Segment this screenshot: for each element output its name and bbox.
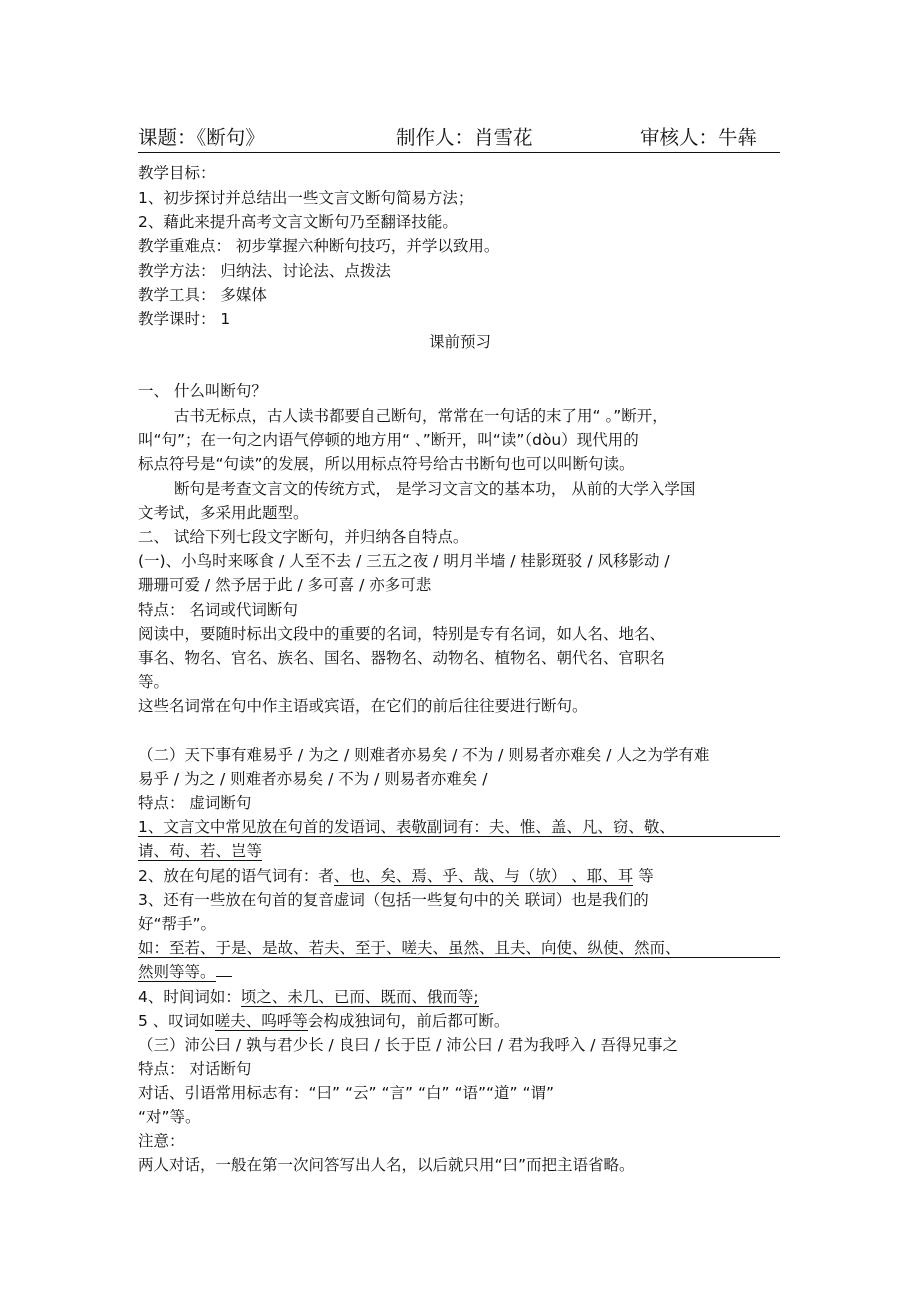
question-1: 一、 什么叫断句？	[138, 382, 267, 400]
goal-2: 2、藉此来提升高考文言文断句乃至翻译技能。	[138, 213, 458, 231]
teaching-method: 教学方法： 归纳法、讨论法、点拨法	[138, 262, 391, 280]
question-2: 二、 试给下列七段文字断句，并归纳各自特点。	[138, 528, 469, 546]
function-word-1-intro: 1、文言文中常见放在句首的发语词、表敬副词有：夫、	[138, 818, 520, 836]
function-word-3-examples-cont	[138, 962, 232, 982]
function-word-3-cont: 好“帮手”。	[138, 915, 217, 933]
compound-word-list-cont: 然则等等。	[138, 963, 216, 981]
function-word-1-list-cont: 请、苟、若、岂等	[138, 842, 263, 860]
interjections	[138, 1011, 509, 1031]
function-word-2-intro: 2、放在句尾的语气词有：者	[138, 867, 334, 885]
reading-note-line: 事名、物名、官名、族名、国名、器物名、动物名、植物名、朝代名、官职名	[138, 649, 666, 667]
sample-3-line: （三）沛公曰 / 孰与君少长 / 良曰 / 长于臣 / 沛公曰 / 君为我呼入 / 吾得兄事之	[138, 1036, 678, 1054]
time-words	[138, 987, 479, 1007]
preview-title: 课前预习	[428, 333, 491, 351]
interjections-note: 会构成独词句，前后都可断。	[307, 1012, 510, 1030]
key-points: 教学重难点： 初步掌握六种断句技巧，并学以致用。	[138, 237, 500, 255]
paragraph-line: 断句是考查文言文的传统方式， 是学习文言文的基本功， 从前的大学入学国	[174, 480, 696, 498]
goal-1: 1、初步探讨并总结出一些文言文断句简易方法；	[138, 189, 474, 207]
underline-rule	[138, 957, 780, 958]
underline-rule	[138, 836, 780, 837]
sample-1-line: (一)、小鸟时来啄食 / 人至不去 / 三五之夜 / 明月半墙 / 桂影斑驳 / 风移影动 /	[138, 552, 670, 570]
note-text: 两人对话，一般在第一次问答写出人名，以后就只用“曰”而把主语省略。	[138, 1156, 635, 1174]
paragraph-line: 叫“句”；在一句之内语气停顿的地方用“ 、”断开，叫“读”（dòu）现代用的	[138, 431, 639, 449]
function-word-1-list: 惟、盖、凡、窃、敬、	[519, 818, 675, 836]
paragraph-line: 古书无标点，古人读书都要自己断句，常常在一句话的末了用“ 。”断开，	[174, 407, 668, 425]
title-row	[138, 124, 780, 153]
sample-2-line: （二）天下事有难易乎 / 为之 / 则难者亦易矣 / 不为 / 则易者亦难矣 / 人之为学有难	[138, 746, 710, 764]
function-word-3-examples	[138, 938, 681, 958]
interjections-list: 嗟夫、呜呼等	[214, 1012, 308, 1030]
paragraph-line: 标点符号是“句读”的发展，所以用标点符号给古书断句也可以叫断句读。	[138, 455, 635, 473]
sample-1-line: 珊珊可爱 / 然予居于此 / 多可喜 / 亦多可悲	[138, 576, 432, 594]
dialogue-markers: 对话、引语常用标志有：“曰” “云” “言” “白” “语”“道” “谓”	[138, 1084, 555, 1102]
compound-word-list: 如：至若、于是、是故、若夫、至于、嗟夫、虽然、且夫、向使、纵使、然而、	[138, 939, 681, 957]
teaching-tools: 教学工具： 多媒体	[138, 286, 267, 304]
function-word-1-cont	[138, 841, 262, 861]
time-words-list: 顷之、未几、已而、既而、俄而等;	[240, 988, 479, 1006]
feature-3: 特点： 对话断句	[138, 1060, 252, 1078]
lesson-title: 课题：《断句》	[138, 126, 265, 149]
reading-note-line: 这些名词常在句中作主语或宾语，在它们的前后往往要进行断句。	[138, 697, 588, 715]
sample-2-line: 易乎 / 为之 / 则难者亦易矣 / 不为 / 则易者亦难矣 /	[138, 770, 488, 788]
feature-1: 特点： 名词或代词断句	[138, 601, 298, 619]
function-word-1	[138, 817, 675, 837]
reviewer: 审核人：牛犇	[640, 126, 758, 149]
feature-2: 特点： 虚词断句	[138, 794, 252, 812]
function-word-2	[138, 866, 654, 886]
dialogue-markers-cont: “对”等。	[138, 1108, 201, 1126]
class-hours: 教学课时： 1	[138, 310, 231, 328]
author: 制作人：肖雪花	[396, 126, 533, 149]
function-word-2-list: 、也、矣、焉、乎、哉、与（欤） 、耶、耳	[333, 867, 634, 885]
interjections-intro: 5 、叹词如	[138, 1012, 215, 1030]
paragraph-line: 文考试，多采用此题型。	[138, 504, 309, 522]
reading-note-line: 阅读中，要随时标出文段中的重要的名词，特别是专有名词，如人名、地名、	[138, 625, 666, 643]
note-heading: 注意：	[138, 1132, 185, 1150]
function-word-2-end: 等	[633, 867, 654, 885]
time-words-intro: 4、时间词如：	[138, 988, 241, 1006]
goals-heading: 教学目标：	[138, 164, 216, 182]
reading-note-line: 等。	[138, 673, 170, 691]
function-word-3: 3、还有一些放在句首的复音虚词（包括一些复句中的关 联词）也是我们的	[138, 891, 649, 909]
